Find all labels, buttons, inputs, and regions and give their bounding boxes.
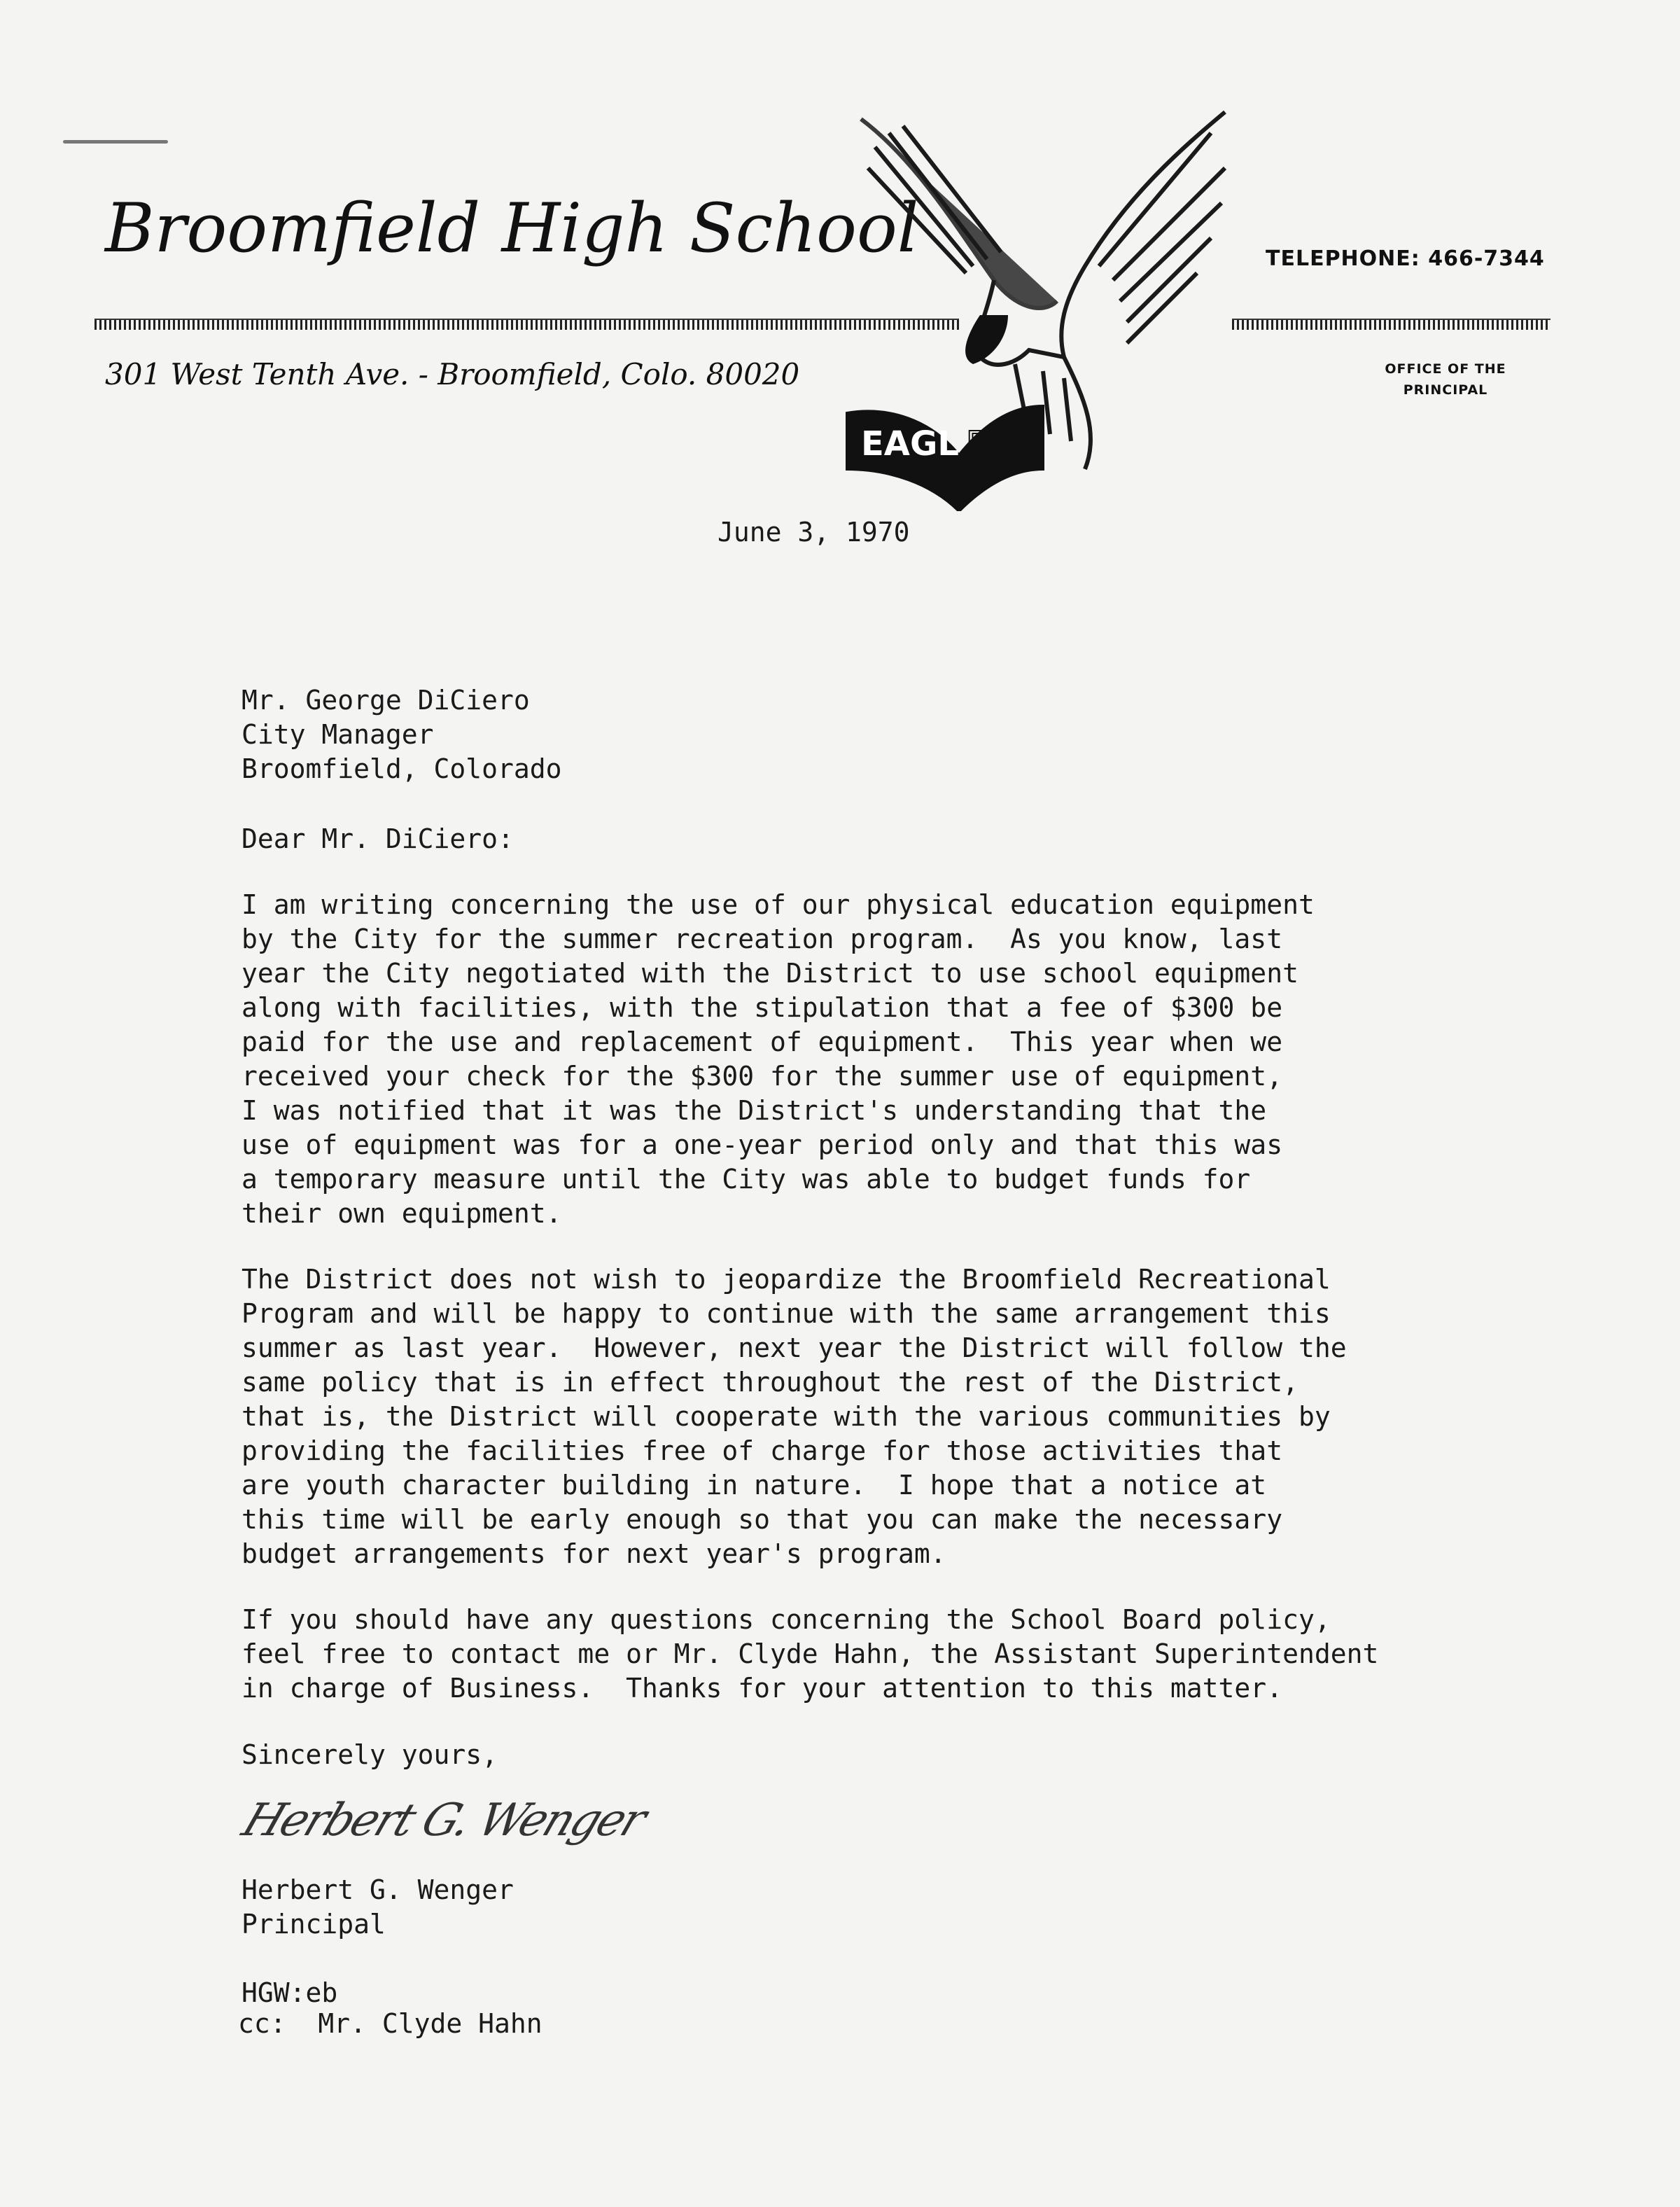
decorative-rule-right [1232, 319, 1550, 330]
text-line: are youth character building in nature. I hope that a notice at [241, 1470, 1267, 1501]
paragraph-1 [241, 888, 1315, 1231]
staple-mark [63, 140, 168, 144]
office-line-1: OFFICE OF THE [1385, 361, 1506, 377]
signer-block [241, 1873, 514, 1942]
recipient-name: Mr. George DiCiero [241, 685, 530, 716]
text-line: summer as last year. However, next year the District will follow the [241, 1332, 1347, 1363]
closing: Sincerely yours, [241, 1739, 498, 1770]
paragraph-3 [241, 1603, 1378, 1706]
handwritten-signature: Herbert G. Wenger [235, 1795, 652, 1846]
text-line: in charge of Business. Thanks for your attention to this matter. [241, 1673, 1283, 1704]
salutation: Dear Mr. DiCiero: [241, 823, 514, 854]
office-label [1372, 358, 1519, 401]
text-line: paid for the use and replacement of equipment. This year when we [241, 1026, 1283, 1057]
text-line: that is, the District will cooperate with the various communities by [241, 1401, 1331, 1432]
letter-date: June 3, 1970 [718, 517, 910, 548]
recipient-location: Broomfield, Colorado [241, 753, 562, 784]
text-line: received your check for the $300 for the summer use of equipment, [241, 1061, 1283, 1092]
text-line: along with facilities, with the stipulation that a fee of $300 be [241, 992, 1283, 1023]
text-line: If you should have any questions concerning the School Board policy, [241, 1604, 1331, 1635]
eagles-banner-text-end: ES [966, 424, 1009, 464]
text-line: this time will be early enough so that you can make the necessary [241, 1504, 1283, 1535]
text-line: use of equipment was for a one-year period only and that this was [241, 1129, 1283, 1160]
text-line: by the City for the summer recreation program. As you know, last [241, 924, 1283, 954]
decorative-rule-left [94, 319, 959, 330]
text-line: I am writing concerning the use of our physical education equipment [241, 889, 1315, 920]
paragraph-2 [241, 1262, 1347, 1571]
recipient-block [241, 683, 562, 786]
text-line: feel free to contact me or Mr. Clyde Hahn, the Assistant Superintendent [241, 1638, 1379, 1669]
text-line: a temporary measure until the City was able to budget funds for [241, 1164, 1251, 1195]
cc-line: cc: Mr. Clyde Hahn [238, 2008, 542, 2039]
typist-initials: HGW:eb [241, 1977, 338, 2008]
text-line: providing the facilities free of charge for those activities that [241, 1435, 1283, 1466]
text-line: I was notified that it was the District's understanding that the [241, 1095, 1267, 1126]
school-name: Broomfield High School [105, 189, 919, 267]
text-line: The District does not wish to jeopardize the Broomfield Recreational [241, 1264, 1331, 1295]
signer-title: Principal [241, 1909, 386, 1940]
text-line: their own equipment. [241, 1198, 562, 1229]
office-line-2: PRINCIPAL [1403, 382, 1488, 398]
text-line: budget arrangements for next year's program. [241, 1538, 946, 1569]
eagles-banner-text: EAGL [861, 424, 959, 464]
text-line: year the City negotiated with the District to use school equipment [241, 958, 1298, 989]
reference-block [238, 1977, 542, 2039]
telephone: TELEPHONE: 466-7344 [1266, 246, 1545, 271]
eagle-logo-icon [833, 105, 1253, 511]
signer-name: Herbert G. Wenger [241, 1874, 514, 1905]
text-line: Program and will be happy to continue with the same arrangement this [241, 1298, 1331, 1329]
school-address: 301 West Tenth Ave. - Broomfield, Colo. 80020 [105, 357, 800, 391]
text-line: same policy that is in effect throughout the rest of the District, [241, 1367, 1298, 1398]
recipient-title: City Manager [241, 719, 434, 750]
